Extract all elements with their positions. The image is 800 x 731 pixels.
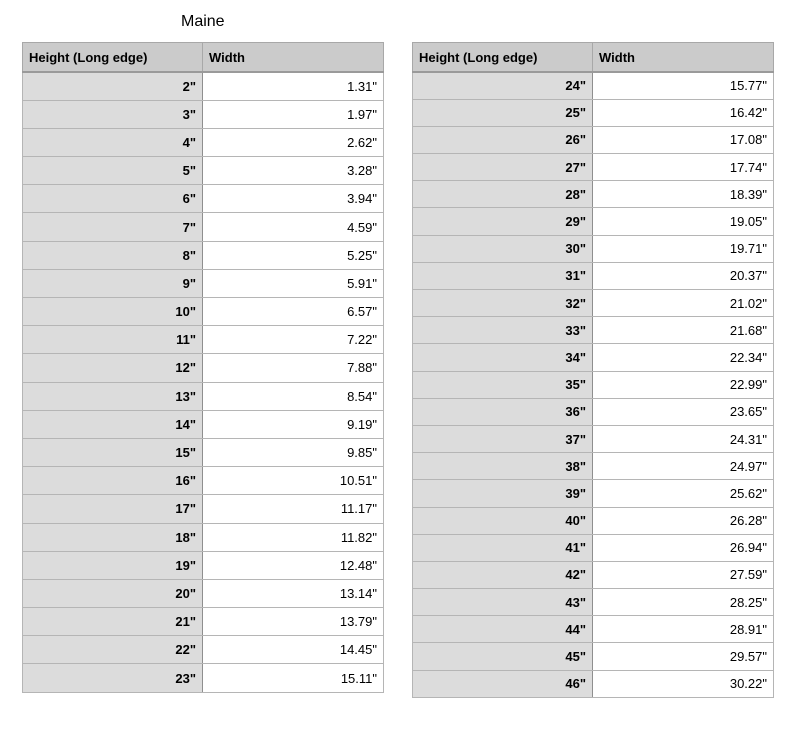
height-cell: 25" [413,99,593,126]
width-cell: 7.22" [203,326,384,354]
width-cell: 15.11" [203,664,384,692]
height-cell: 6" [23,185,203,213]
table-row [413,317,774,344]
table-row [413,154,774,181]
height-cell: 14" [23,410,203,438]
height-cell: 27" [413,154,593,181]
height-cell: 21" [23,608,203,636]
height-cell: 37" [413,425,593,452]
width-cell: 17.08" [593,126,774,153]
table-row [23,354,384,382]
table-row [23,185,384,213]
height-cell: 35" [413,371,593,398]
width-cell: 2.62" [203,128,384,156]
table-row [23,664,384,692]
table-row [413,670,774,697]
height-cell: 31" [413,262,593,289]
table-row [23,100,384,128]
width-cell: 28.25" [593,589,774,616]
table-row [413,126,774,153]
table-row [413,371,774,398]
width-cell: 9.85" [203,438,384,466]
height-cell: 16" [23,467,203,495]
table-row [413,534,774,561]
width-cell: 26.94" [593,534,774,561]
column-header-width: Width [593,43,774,73]
height-cell: 44" [413,616,593,643]
width-cell: 14.45" [203,636,384,664]
table-row [413,425,774,452]
height-cell: 12" [23,354,203,382]
width-cell: 28.91" [593,616,774,643]
width-cell: 25.62" [593,480,774,507]
height-cell: 32" [413,290,593,317]
width-cell: 30.22" [593,670,774,697]
table-row [23,636,384,664]
height-cell: 4" [23,128,203,156]
table-row [23,551,384,579]
width-cell: 24.97" [593,453,774,480]
table-row [413,290,774,317]
height-cell: 13" [23,382,203,410]
table-row [413,616,774,643]
width-cell: 13.14" [203,579,384,607]
width-cell: 24.31" [593,425,774,452]
width-cell: 6.57" [203,298,384,326]
width-cell: 5.91" [203,269,384,297]
table-row [413,453,774,480]
width-cell: 5.25" [203,241,384,269]
width-cell: 10.51" [203,467,384,495]
height-cell: 15" [23,438,203,466]
width-cell: 20.37" [593,262,774,289]
height-cell: 40" [413,507,593,534]
width-cell: 1.31" [203,72,384,100]
table-row [23,579,384,607]
table-row [413,99,774,126]
width-cell: 9.19" [203,410,384,438]
width-cell: 3.28" [203,157,384,185]
height-cell: 24" [413,72,593,99]
table-row [23,157,384,185]
width-cell: 21.02" [593,290,774,317]
height-cell: 10" [23,298,203,326]
header-row [413,43,774,73]
height-cell: 42" [413,561,593,588]
column-header-width: Width [203,43,384,73]
table-row [23,326,384,354]
height-cell: 45" [413,643,593,670]
table-row [23,213,384,241]
table-row [413,589,774,616]
width-cell: 22.34" [593,344,774,371]
width-cell: 22.99" [593,371,774,398]
width-cell: 8.54" [203,382,384,410]
height-cell: 20" [23,579,203,607]
width-cell: 11.17" [203,495,384,523]
height-cell: 39" [413,480,593,507]
width-cell: 11.82" [203,523,384,551]
height-cell: 7" [23,213,203,241]
table-row [23,298,384,326]
table-row [413,344,774,371]
table-row [413,208,774,235]
height-cell: 19" [23,551,203,579]
height-cell: 30" [413,235,593,262]
height-cell: 38" [413,453,593,480]
height-cell: 5" [23,157,203,185]
height-cell: 41" [413,534,593,561]
width-cell: 7.88" [203,354,384,382]
height-cell: 9" [23,269,203,297]
table-row [413,507,774,534]
height-cell: 36" [413,398,593,425]
height-cell: 33" [413,317,593,344]
height-cell: 34" [413,344,593,371]
table-body [23,72,384,692]
height-cell: 23" [23,664,203,692]
column-header-height: Height (Long edge) [23,43,203,73]
height-cell: 8" [23,241,203,269]
width-cell: 21.68" [593,317,774,344]
table-row [23,467,384,495]
table-row [23,438,384,466]
header-row [23,43,384,73]
height-cell: 17" [23,495,203,523]
width-cell: 27.59" [593,561,774,588]
page-title: Maine [181,13,225,30]
width-cell: 18.39" [593,181,774,208]
height-cell: 26" [413,126,593,153]
width-cell: 26.28" [593,507,774,534]
width-cell: 19.71" [593,235,774,262]
height-cell: 28" [413,181,593,208]
table-body [413,72,774,697]
table-row [23,128,384,156]
height-cell: 2" [23,72,203,100]
height-cell: 43" [413,589,593,616]
table-row [23,241,384,269]
table-row [23,523,384,551]
width-cell: 19.05" [593,208,774,235]
width-cell: 17.74" [593,154,774,181]
width-cell: 15.77" [593,72,774,99]
table-row [23,72,384,100]
table-row [413,480,774,507]
size-table-right [412,42,774,698]
width-cell: 13.79" [203,608,384,636]
height-cell: 29" [413,208,593,235]
height-cell: 22" [23,636,203,664]
height-cell: 11" [23,326,203,354]
width-cell: 23.65" [593,398,774,425]
width-cell: 1.97" [203,100,384,128]
width-cell: 3.94" [203,185,384,213]
table-row [413,561,774,588]
column-header-height: Height (Long edge) [413,43,593,73]
table-row [413,262,774,289]
width-cell: 29.57" [593,643,774,670]
table-row [413,181,774,208]
size-table-left [22,42,384,693]
table-row [23,382,384,410]
table-row [413,398,774,425]
table-row [413,72,774,99]
height-cell: 18" [23,523,203,551]
table-row [413,235,774,262]
height-cell: 3" [23,100,203,128]
table-row [23,495,384,523]
height-cell: 46" [413,670,593,697]
width-cell: 4.59" [203,213,384,241]
table-row [413,643,774,670]
width-cell: 16.42" [593,99,774,126]
width-cell: 12.48" [203,551,384,579]
table-row [23,608,384,636]
table-row [23,269,384,297]
table-row [23,410,384,438]
